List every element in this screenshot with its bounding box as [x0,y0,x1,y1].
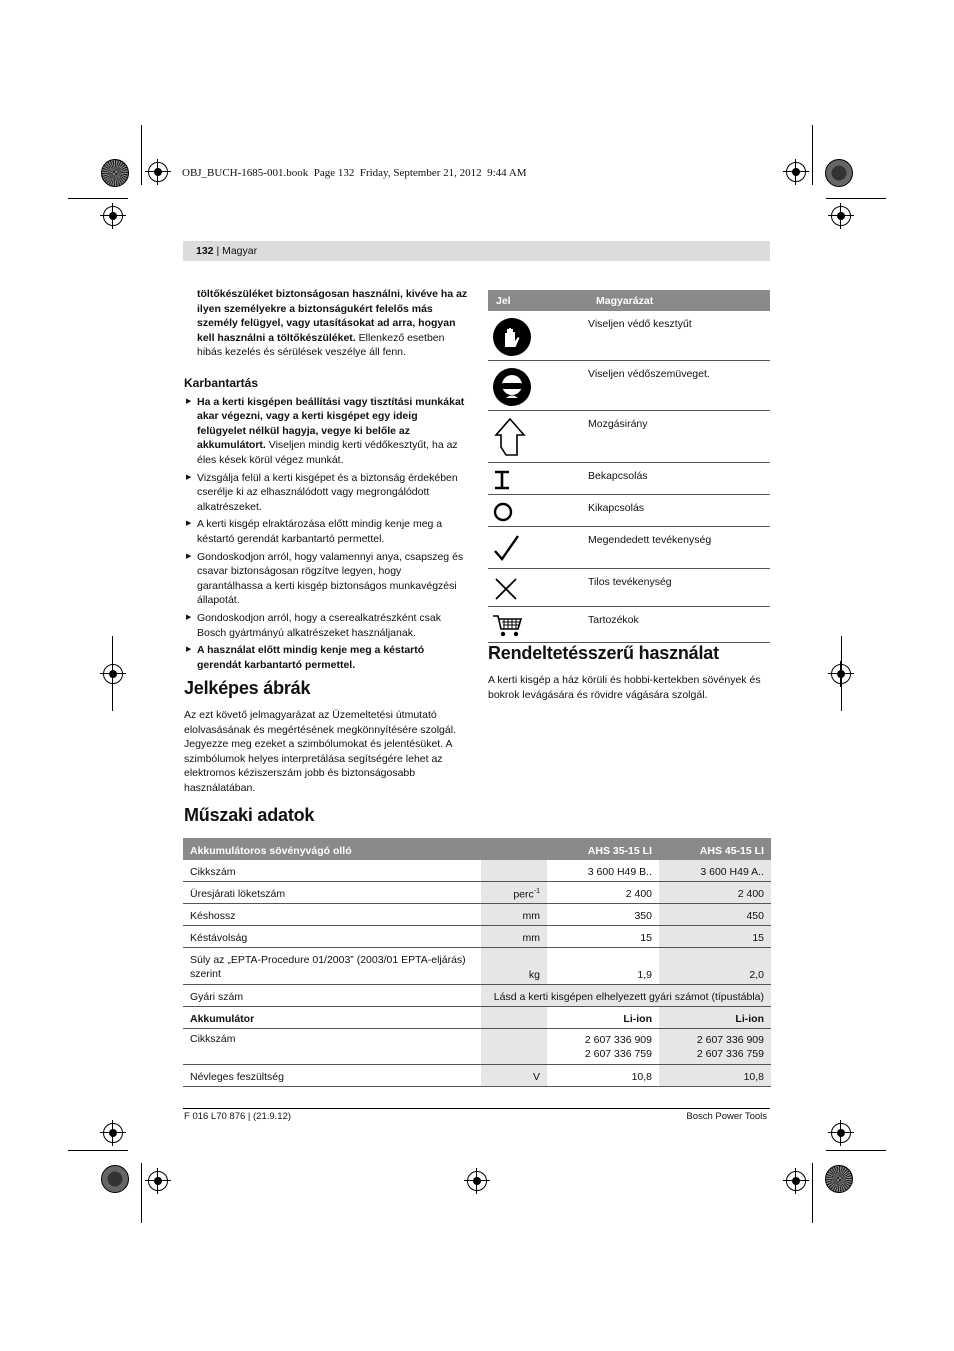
model-2: AHS 45-15 LI [659,838,771,860]
table-row: Késtávolság mm 15 15 [183,926,771,948]
crosshair-icon [467,1171,487,1191]
table-row: Gyári szám Lásd a kerti kisgépen elhelyezett gyári számot (típustábla) [183,985,771,1007]
table-row: Cikkszám 3 600 H49 B.. 3 600 H49 A.. [183,860,771,882]
shopping-cart-icon [492,630,524,642]
cross-icon [492,594,520,606]
crosshair-icon [831,206,851,226]
model-1: AHS 35-15 LI [547,838,659,860]
table-row: Akkumulátor Li-ion Li-ion [183,1007,771,1029]
table-row: Cikkszám 2 607 336 909 2 607 336 759 2 607 336 909 2 607 336 759 [183,1029,771,1065]
intended-use-heading: Rendeltetésszerű használat [488,643,719,663]
table-row: Megendedett tevékenység [488,527,770,569]
table-row: Kikapcsolás [488,495,770,527]
crosshair-icon [103,206,123,226]
table-row: Viseljen védőszemüveget. [488,361,770,411]
left-column [197,287,469,365]
table-row: Viseljen védő kesztyűt [488,311,770,361]
crosshair-icon [786,1171,806,1191]
job-line: OBJ_BUCH-1685-001.book Page 132 Friday, September 21, 2012 9:44 AM [182,167,527,179]
table-row: Mozgásirány [488,411,770,463]
registration-disc-icon [825,1165,853,1193]
col-symbol: Jel [488,290,588,311]
crosshair-icon [148,162,168,182]
table-row: Üresjárati löketszám perc$^{-1}$ 2 400 2 400 [183,882,771,904]
intended-use-text: A kerti kisgép a ház körüli és hobbi-kertekben sövények és bokrok levágására és rövidre vágására szolgál. [488,674,761,701]
table-row: Névleges feszültség V 10,8 10,8 [183,1065,771,1087]
maintenance-list [184,395,469,673]
checkmark-icon [492,554,522,566]
footer-left: F 016 L70 876 | (21.9.12) [184,1111,292,1122]
table-header [183,838,771,860]
list-item: ▶ Vizsgálja felül a kerti kisgépet és a biztonság érdekében cserélje ki az elhasználódott vagy megrongálódott alkatrészeket. [184,471,469,515]
list-item: ▶ Ha a kerti kisgépen beállítási vagy tisztítási munkákat akar végezni, vagy a kerti kisgépet egy ideig felügyelet nélkül hagyja, vegye ki belőle az akkumulátort. Viseljen mindig kerti védőkesztyűt, ha az éles kések körül végez munkát. [184,395,469,468]
crosshair-icon [103,664,123,684]
registration-disc-icon [101,159,129,187]
switch-off-icon [492,514,514,526]
table-header [488,290,770,311]
symbols-heading: Jelképes ábrák [184,678,311,698]
symbol-table [488,290,770,643]
list-item: ▶ A használat előtt mindig kenje meg a késtartó gerendát karbantartó permettel. [184,643,469,672]
registration-disc-icon [101,1165,129,1193]
technical-heading: Műszaki adatok [184,805,315,825]
symbols-text: Az ezt követő jelmagyarázat az Üzemeltetési útmutató elolvasásának és megértésének megkönnyítésére szolgál. Jegyezze meg ezeket a szimbólumokat és jelentésüket. A szimbólumok helyes interpretálása segítségére lehet az elektromos kéziszerszám jobb és biztonságosabb használatában. [184,709,456,794]
table-row: Súly az „EPTA-Procedure 01/2003” (2003/01 EPTA-eljárás) szerint kg 1,9 2,0 [183,948,771,985]
footer-rule [183,1108,770,1109]
intro-paragraph: töltőkészüléket biztonságosan használni, kivéve ha az ilyen személyekre a biztonságukért felelős más személy felügyel, vagy utasításokat ad arra, hogyan kell használni a töltőkészüléket. Ellenkező esetben hibás kezelés és sérülések veszélye áll fenn. [197,288,468,359]
table-row: Tartozékok [488,607,770,643]
col-meaning: Magyarázat [588,290,770,311]
list-item: ▶ Gondoskodjon arról, hogy a cserealkatrészként csak Bosch gyártmányú alkatrészeket használjanak. [184,611,469,640]
switch-on-icon [492,482,512,494]
crosshair-icon [831,664,851,684]
maintenance-heading: Karbantartás [184,376,259,390]
table-row: Késhossz mm 350 450 [183,904,771,926]
table-row: Bekapcsolás [488,463,770,495]
gloves-icon [492,348,532,360]
goggles-icon [492,398,532,410]
crosshair-icon [831,1123,851,1143]
page-header [183,241,770,261]
footer-right: Bosch Power Tools [686,1111,767,1122]
list-item: ▶ Gondoskodjon arról, hogy valamennyi anya, csapszeg és csavar biztonságosan rögzítve legyen, hogy garantálhassa a kerti kisgép biztonságos munkavégzési állapotát. [184,550,469,608]
crosshair-icon [148,1171,168,1191]
crosshair-icon [103,1123,123,1143]
language-label: | Magyar [213,245,258,257]
crosshair-icon [786,162,806,182]
list-item: ▶ A kerti kisgép elraktározása előtt mindig kenje meg a késtartó gerendát karbantartó permettel. [184,517,469,546]
direction-arrow-icon [492,450,528,462]
maintenance-section [184,376,469,675]
table-row: Tilos tevékenység [488,569,770,607]
page-number: 132 [196,245,214,257]
registration-disc-icon [825,159,853,187]
technical-table [183,838,771,1087]
product-name: Akkumulátoros sövényvágó olló [183,838,481,860]
